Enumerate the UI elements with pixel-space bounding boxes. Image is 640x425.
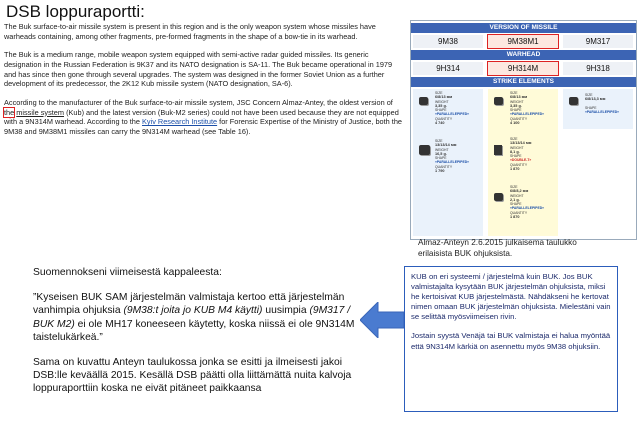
strike-element: SIZE 6/8/13,3 мм SHAPE «PARALLELEPIPED» (585, 93, 620, 115)
translation-note: Sama on kuvattu Anteyn taulukossa jonka se esitti ja ilmeisesti jakoi DSB:lle keväällä 2015. Kesällä DSB päätti olla liittämättä nuita kalvoja loppuraporttiin koska ne eivät pitäneet paikkaansa (33, 357, 352, 395)
fragment-image (419, 97, 428, 105)
missile-9m38m1: 9M38M1 (488, 35, 558, 48)
warhead-9h314: 9H314 (413, 62, 483, 75)
left-arrow-icon (360, 302, 406, 338)
missile-9m317: 9M317 (563, 35, 633, 48)
header-version-of-missile: VERSION OF MISSILE (411, 23, 636, 33)
missile-9m38: 9M38 (413, 35, 483, 48)
strike-element: SIZE 13/13/14 мм WEIGHT 16,5 g. SHAPE «PARALLELEPIPED» QUANTITY 1 790 (435, 139, 470, 174)
missile-table-image (410, 20, 637, 240)
header-strike-elements: STRIKE ELEMENTS (411, 77, 636, 87)
report-paragraph-3: According to the manufacturer of the Buk surface-to-air missile system, JSC Concern Almaz-Antey, the oldest version of the missile system (Kub) and the latest version (Buk-M2 series) could not have been used because they are not equipped with a 9N314M warhead. According to the Kyiv Research Institute for Forensic Expertise of the Ministry of Justice, both the 9M38 and 9M38M1 missiles can carry the 9N314M warhead (see Table 16). (4, 97, 403, 137)
strike-element: SIZE 6/8/13 мм WEIGHT 3,35 g. SHAPE «PARALLELEPIPED» QUANTITY 4 740 (435, 91, 470, 126)
link-missile-system[interactable]: missile system (16, 107, 65, 117)
strike-element: SIZE 6/8/13 мм WEIGHT 3,35 g. SHAPE «PARALLELEPIPED» QUANTITY 4 100 (510, 91, 545, 126)
highlight-the: the (4, 107, 15, 117)
translation-quote: ”Kyseisen BUK SAM järjestelmän valmistaja kertoo että järjestelmän vanhimpia ohjuksia (9M38:t joita jo KUB M4 käytti) uusimpia (9M317 / BUK M2) ei ole MH17 koneeseen käytetty, koska niissä ei ole 9N314M taistelukärkeä.” (33, 292, 355, 343)
strike-element: SIZE 13/13/14 мм WEIGHT 8,1 g. SHAPE «DOUBLE-T» QUANTITY 1 870 (510, 137, 532, 172)
strike-element: SIZE 6/8/8,2 мм WEIGHT 2,1 g. SHAPE «PARALLELEPIPED» QUANTITY 1 870 (510, 185, 545, 220)
commentary-paragraph-1: KUB on eri systeemi / järjestelmä kuin BUK. Jos BUK valmistajalta kysytään BUK järjestelmän ohjuksista, miksi he kertoisivat KUB järjestelmästä. Nähdäkseni he kertovat nimen omaan BUK järjestelmän ohjuksista. Mielestäni vain se selittää myösviimeisen rivin. (411, 272, 611, 322)
strike-column-9m317 (563, 89, 633, 129)
warhead-9h314m: 9H314M (488, 62, 558, 75)
warhead-9h318: 9H318 (563, 62, 633, 75)
commentary-box (404, 266, 618, 412)
commentary-paragraph-2: Jostain syystä Venäjä tai BUK valmistaja ei halua myöntää että 9N314M kärkiä on asennettu myös 9M38 ohjuksiin. (411, 331, 611, 351)
strike-column-9m38 (413, 89, 483, 236)
report-excerpt (4, 22, 404, 145)
fragment-image (494, 97, 503, 105)
header-warhead: WARHEAD (411, 50, 636, 60)
fragment-image (494, 193, 503, 201)
link-kyiv-institute[interactable]: Kyiv Research Institute (142, 117, 218, 127)
strike-column-9m38m1 (488, 89, 558, 236)
bow-tie-fragment-image (494, 145, 502, 155)
translation-heading: Suomennokseni viimeisestä kappaleesta: (33, 267, 222, 278)
table-caption: Almaz-Anteyn 2.6.2015 julkaisema taulukko erilaisista BUK ohjuksista. (418, 238, 577, 258)
page-title: DSB loppuraportti: (6, 2, 145, 21)
finnish-translation (33, 266, 373, 408)
report-paragraph-2: The Buk is a medium range, mobile weapon system equipped with semi-active radar guided missiles. Its generic designation in the Russian Federation is 9K37 and its NATO designation is SA-11. The Buk became operational in 1979 and has since then gone through several upgrades. The system was designed in the former Soviet Union as a further development of its predecessor, the 2K12 Kub missile system (NATO designation, SA-6). (4, 50, 393, 89)
report-paragraph-1: The Buk surface-to-air missile system is present in this region and is the only weapon system whose missiles have warheads containing, among other fragments, pre-formed fragments in the shape of a bow-tie in its warhead. (4, 22, 376, 41)
fragment-image (419, 145, 430, 155)
fragment-image (569, 97, 578, 105)
